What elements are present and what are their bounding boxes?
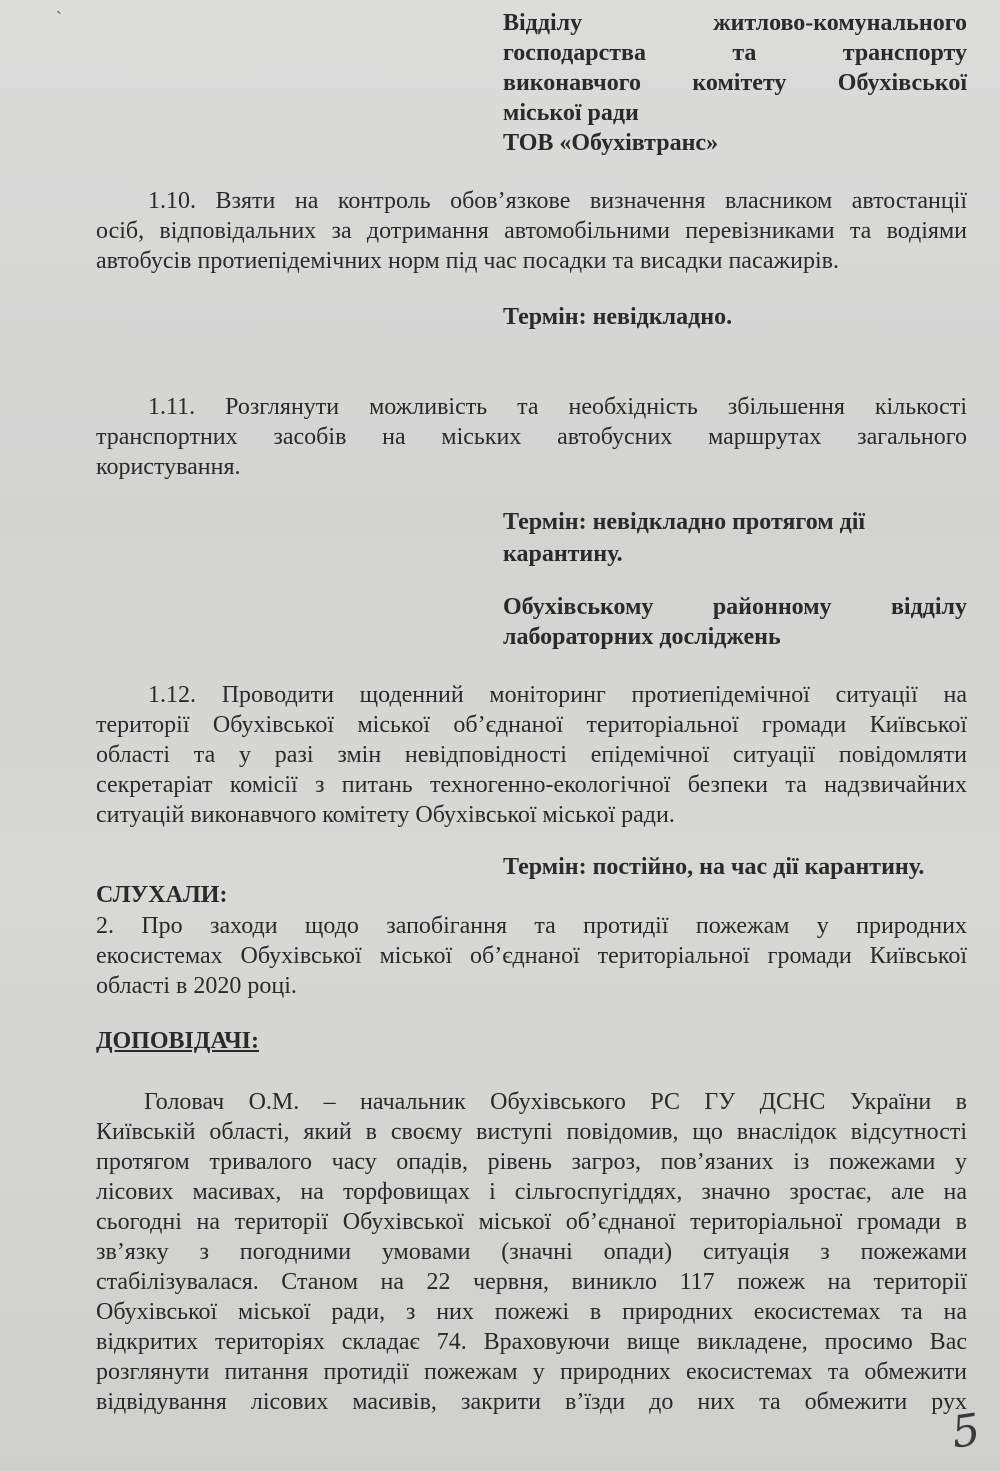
item-1-10-line-2: осіб, відповідальних за дотримання автомобільними перевізниками та водіями [96, 218, 967, 244]
item-1-12-line-3: області та у разі змін невідповідності епідемічної ситуації повідомляти [96, 742, 967, 768]
speakers-line-7: стабілізувалася. Станом на 22 червня, виникло 117 пожеж на території [96, 1269, 967, 1295]
recipient-2-line-1-mid: районному [712, 594, 832, 620]
recipient-1-line-4: міської ради [503, 100, 639, 126]
recipient-1-line-2-mid: та [732, 40, 757, 66]
heard-line-3: області в 2020 році. [96, 973, 297, 999]
recipient-1-line-3-right: Обухівської [837, 70, 967, 96]
speakers-line-1: Головач О.М. – начальник Обухівського РС ГУ ДСНС України в [144, 1089, 967, 1115]
speakers-body [96, 1087, 967, 1417]
item-1-11-line-1: 1.11. Розглянути можливість та необхідність збільшення кількості [148, 394, 967, 420]
recipient-1-line-1-left: Відділу [503, 10, 583, 36]
recipient-2-line-1-left: Обухівському [503, 594, 654, 620]
item-1-12 [96, 680, 967, 830]
item-1-11-term-line-2: карантину. [503, 541, 623, 567]
item-1-12-term: Термін: постійно, на час дії карантину. [503, 854, 925, 880]
item-1-11 [96, 392, 967, 482]
item-1-11-term-line-1: Термін: невідкладно протягом дії [503, 509, 866, 535]
recipient-1-line-2-left: господарства [503, 40, 646, 66]
item-1-10-term: Термін: невідкладно. [503, 304, 733, 330]
recipient-1-line-3-mid: комітету [692, 70, 787, 96]
item-1-12-line-2: території Обухівської міської об’єднаної територіальної громади Київської [96, 712, 967, 738]
recipient-2-line-1 [503, 592, 967, 622]
item-1-12-line-5: ситуацій виконавчого комітету Обухівської міської ради. [96, 802, 675, 828]
recipient-1-line-5: ТОВ «Обухівтранс» [503, 130, 719, 156]
speakers-line-8: Обухівської міської ради, з них пожежі в природних екосистемах та на [96, 1299, 967, 1325]
recipient-1-line-2-right: транспорту [842, 40, 967, 66]
recipient-1-line-3 [503, 68, 967, 98]
speakers-line-10: розглянути питання протидії пожежам у природних екосистемах та обмежити [96, 1359, 967, 1385]
item-1-12-line-4: секретаріат комісії з питань техногенно-екологічної безпеки та надзвичайних [96, 772, 967, 798]
speakers-line-4: лісових масивах, на торфовищах і сільгоспугіддях, значно зростає, але на [96, 1179, 967, 1205]
speakers-line-6: зв’язку з погодними умовами (значні опади) ситуація з пожежами [96, 1239, 967, 1265]
speakers-heading: ДОПОВІДАЧІ: [96, 1028, 260, 1054]
recipient-1-line-2 [503, 38, 967, 68]
speakers-line-11: відвідування лісових масивів, закрити в’їзди до них та обмежити рух [96, 1389, 967, 1415]
speakers-line-2: Київській області, який в своєму виступі повідомив, що внаслідок відсутності [96, 1119, 967, 1145]
heard-body [96, 911, 967, 1001]
speakers-line-3: протягом тривалого часу опадів, рівень загроз, пов’язаних із пожежами у [96, 1149, 967, 1175]
scan-mark: ˋ [56, 8, 62, 28]
recipient-2-line-1-right: відділу [890, 594, 967, 620]
item-1-10-line-3: автобусів протиепідемічних норм під час посадки та висадки пасажирів. [96, 248, 839, 274]
item-1-11-line-2: транспортних засобів на міських автобусних маршрутах загального [96, 424, 967, 450]
item-1-11-term [503, 506, 865, 570]
recipient-block-2 [503, 592, 967, 652]
item-1-12-line-1: 1.12. Проводити щоденний моніторинг протиепідемічної ситуації на [148, 682, 967, 708]
heard-line-1: 2. Про заходи щодо запобігання та протидії пожежам у природних [96, 913, 967, 939]
item-1-10-line-1: 1.10. Взяти на контроль обов’язкове визначення власником автостанції [148, 188, 967, 214]
heard-line-2: екосистемах Обухівської міської об’єднаної територіальної громади Київської [96, 943, 967, 969]
recipient-1-line-3-left: виконавчого [503, 70, 642, 96]
recipient-1-line-1-right: житлово-комунального [713, 10, 967, 36]
page-number: 5 [948, 1404, 984, 1459]
heard-heading: СЛУХАЛИ: [96, 882, 228, 908]
recipient-1-line-1 [503, 8, 967, 38]
speakers-line-5: сьогодні на території Обухівської міської об’єднаної територіальної громади в [96, 1209, 967, 1235]
item-1-10 [96, 186, 967, 276]
item-1-11-line-3: користування. [96, 454, 241, 480]
recipient-block-1 [503, 8, 967, 158]
recipient-2-line-2: лабораторних досліджень [503, 624, 781, 650]
speakers-line-9: відкритих територіях складає 74. Враховуючи вище викладене, просимо Вас [96, 1329, 967, 1355]
